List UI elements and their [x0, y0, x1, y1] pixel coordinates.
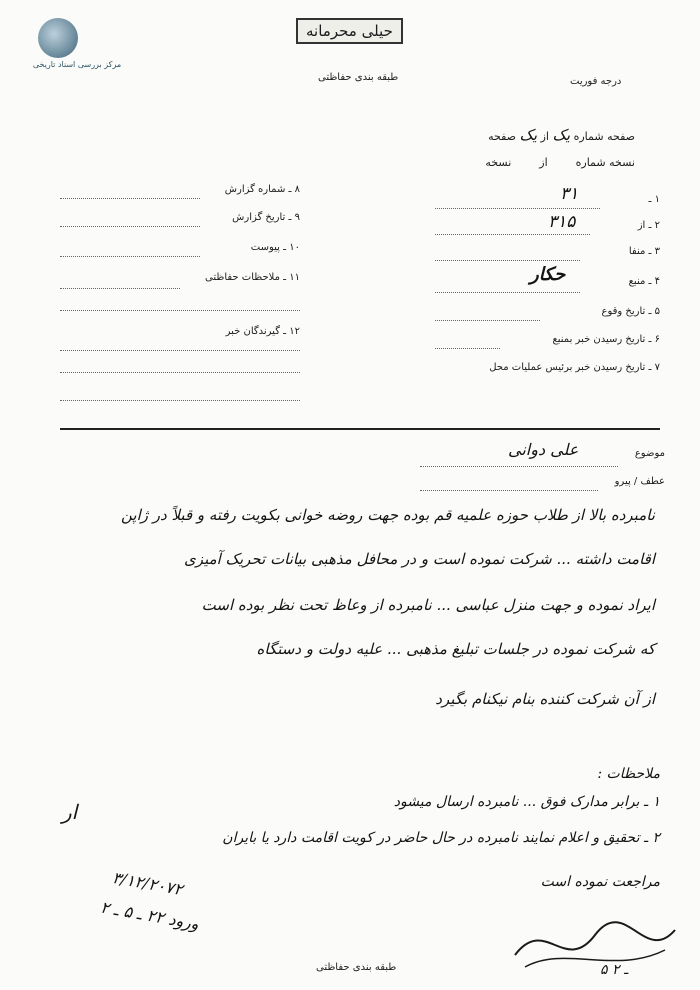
copy-line-label: نسخه شماره — [575, 156, 635, 169]
classification-bottom: طبقه بندی حفاظتی — [316, 962, 397, 973]
note-2: ۲ ـ تحقیق و اعلام نمایند نامبرده در حال حاضر در کویت اقامت دارد یا بایران — [222, 830, 660, 846]
follow-line — [420, 490, 598, 491]
right-value-4: حکار — [530, 264, 566, 285]
page-line-label: صفحه شماره — [573, 130, 635, 143]
subject-value: علی دوانی — [508, 440, 579, 459]
margin-note-1: ۳/۱۲/۲۰۷۲ — [110, 867, 185, 900]
right-line-4 — [435, 292, 580, 293]
right-line-1 — [435, 208, 600, 209]
right-value-2: ۳۱۵ — [548, 212, 576, 232]
left-field-report-no: ۸ ـ شماره گزارش — [224, 184, 300, 195]
page-total: یک — [519, 126, 538, 144]
page-number-line — [355, 126, 635, 144]
left-field-report-no-line — [60, 198, 200, 199]
left-field-security-line — [60, 288, 180, 289]
copy-of: از — [539, 156, 548, 169]
classification-top: طبقه بندی حفاظتی — [318, 72, 399, 83]
notes-label: ملاحظات : — [597, 766, 660, 782]
right-value-1: ۳۱ — [560, 184, 579, 204]
subject-label: موضوع — [634, 448, 665, 459]
follow-label: عطف / پیرو — [614, 476, 665, 487]
margin-note-2: ورود ۲۲ ـ ۵ ـ ۲ — [99, 897, 201, 934]
secret-stamp: حیلی محرمانه — [296, 18, 403, 44]
right-field-5: ۵ ـ تاریخ وقوع — [601, 306, 660, 317]
body-line-5: از آن شرکت کننده بنام نیکنام بگیرد — [435, 690, 655, 708]
page-no: یک — [552, 126, 571, 144]
right-field-7: ۷ ـ تاریخ رسیدن خبر برئیس عملیات محل — [489, 362, 660, 373]
right-field-1: ۱ ـ — [648, 194, 660, 205]
watermark-text: مرکز بررسی اسناد تاریخی — [32, 60, 122, 69]
right-field-6: ۶ ـ تاریخ رسیدن خبر بمنبع — [552, 334, 660, 345]
left-field-security-notes: ۱۱ ـ ملاحظات حفاظتی — [205, 272, 300, 283]
left-field-report-date-line — [60, 226, 200, 227]
note-1: ۱ ـ برابر مدارک فوق ... نامبرده ارسال میشود — [393, 794, 660, 810]
priority-label: درجه فوریت — [570, 76, 622, 87]
right-field-2: ۲ ـ از — [637, 220, 660, 231]
right-field-3: ۳ ـ منفا — [628, 246, 660, 257]
copy-number-line — [405, 156, 635, 169]
body-line-2: اقامت داشته ... شرکت نموده است و در محافل مذهبی بیانات تحریک آمیزی — [184, 550, 655, 568]
left-field-attachment-line — [60, 256, 200, 257]
left-field-attachment: ۱۰ ـ پیوست — [250, 242, 300, 253]
right-line-2 — [435, 234, 590, 235]
page-unit: صفحه — [488, 130, 516, 143]
body-line-3: ایراد نموده و جهت منزل عباسی ... نامبرده از وعاظ تحت نظر بوده است — [201, 596, 655, 614]
right-line-5 — [435, 320, 540, 321]
page-of: از — [540, 130, 549, 143]
signature-note: ۵ ـ ۲ — [600, 962, 629, 978]
signature — [505, 905, 685, 980]
body-line-1: نامبرده بالا از طلاب حوزه علمیه قم بوده جهت روضه خوانی بکویت رفته و قبلاً در ژاپن — [121, 506, 655, 524]
left-field-line-3 — [60, 400, 300, 401]
left-field-line-1 — [60, 350, 300, 351]
left-field-recipients: ۱۲ ـ گیرندگان خبر — [225, 326, 300, 337]
body-line-4: که شرکت نموده در جلسات تبلیغ مذهبی ... علیه دولت و دستگاه — [256, 640, 655, 658]
subject-line — [420, 466, 618, 467]
archive-logo — [38, 18, 78, 58]
note-3: مراجعت نموده است — [540, 874, 660, 890]
right-line-6 — [435, 348, 500, 349]
left-field-line-2 — [60, 372, 300, 373]
section-divider — [60, 428, 660, 430]
copy-unit: نسخه — [485, 156, 512, 169]
right-line-3 — [435, 260, 580, 261]
left-field-report-date: ۹ ـ تاریخ گزارش — [232, 212, 300, 223]
right-field-4: ۴ ـ منبع — [628, 276, 660, 287]
margin-note-3: ار — [62, 800, 78, 824]
left-field-blank-line — [60, 310, 300, 311]
